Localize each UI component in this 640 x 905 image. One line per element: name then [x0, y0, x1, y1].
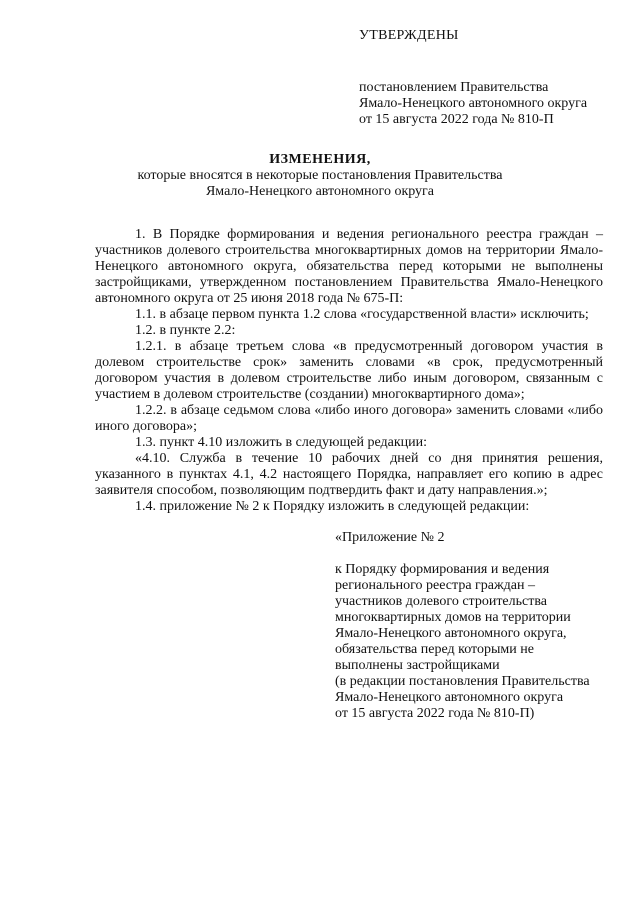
appendix-line: выполнены застройщиками [335, 658, 500, 673]
appendix-line: обязательства перед которыми не [335, 642, 534, 657]
body-paragraph: 1.2.2. в абзаце седьмом слова «либо иного договора» заменить словами «либо иного договора»; [95, 403, 603, 434]
approval-heading: УТВЕРЖДЕНЫ [359, 28, 459, 43]
subtitle-line: Ямало-Ненецкого автономного округа [205, 184, 435, 199]
body-paragraph: 1. В Порядке формирования и ведения регионального реестра граждан – участников долевого строительства многоквартирных домов на территории Ямало-Ненецкого автономного округа, обязательства перед которыми не выполнены застройщиками, утвержденном постановлением Правительства Ямало-Ненецкого автономного округа от 25 июня 2018 года № 675-П: [95, 227, 603, 306]
appendix-heading: «Приложение № 2 [335, 530, 445, 545]
appendix-line: регионального реестра граждан – [335, 578, 535, 593]
body-paragraph: 1.2.1. в абзаце третьем слова «в предусмотренный договором участия в долевом строительстве срок» заменить словами «в срок, предусмотренный договором участия в долевом строительстве либо иным договором, связанным с участием в долевом строительстве (создании) многоквартирного дома»; [95, 339, 603, 402]
document-body [95, 227, 603, 515]
body-paragraph: «4.10. Служба в течение 10 рабочих дней со дня принятия решения, указанного в пунктах 4.1, 4.2 настоящего Порядка, направляет его копию в адрес заявителя способом, позволяющим подтвердить факт и дату направления.»; [95, 451, 603, 498]
appendix-line: участников долевого строительства [335, 594, 547, 609]
body-paragraph: 1.4. приложение № 2 к Порядку изложить в следующей редакции: [135, 499, 530, 514]
appendix-line: к Порядку формирования и ведения [335, 562, 550, 577]
document-subtitle [0, 168, 640, 200]
approval-line: от 15 августа 2022 года № 810-П [359, 112, 554, 127]
spacer [335, 546, 590, 562]
appendix-line: многоквартирных домов на территории [335, 610, 571, 625]
approval-block [359, 80, 587, 128]
approval-line: Ямало-Ненецкого автономного округа [359, 96, 588, 111]
document-title: ИЗМЕНЕНИЯ, [269, 152, 371, 167]
body-paragraph: 1.2. в пункте 2.2: [135, 323, 236, 338]
body-paragraph: 1.3. пункт 4.10 изложить в следующей редакции: [135, 435, 427, 450]
subtitle-line: которые вносятся в некоторые постановления Правительства [137, 168, 503, 183]
appendix-line: от 15 августа 2022 года № 810-П) [335, 706, 535, 721]
approval-line: постановлением Правительства [359, 80, 549, 95]
appendix-block [335, 530, 590, 722]
appendix-line: Ямало-Ненецкого автономного округа, [335, 626, 567, 641]
appendix-line: (в редакции постановления Правительства [335, 674, 590, 689]
body-paragraph: 1.1. в абзаце первом пункта 1.2 слова «государственной власти» исключить; [135, 307, 589, 322]
appendix-line: Ямало-Ненецкого автономного округа [335, 690, 564, 705]
